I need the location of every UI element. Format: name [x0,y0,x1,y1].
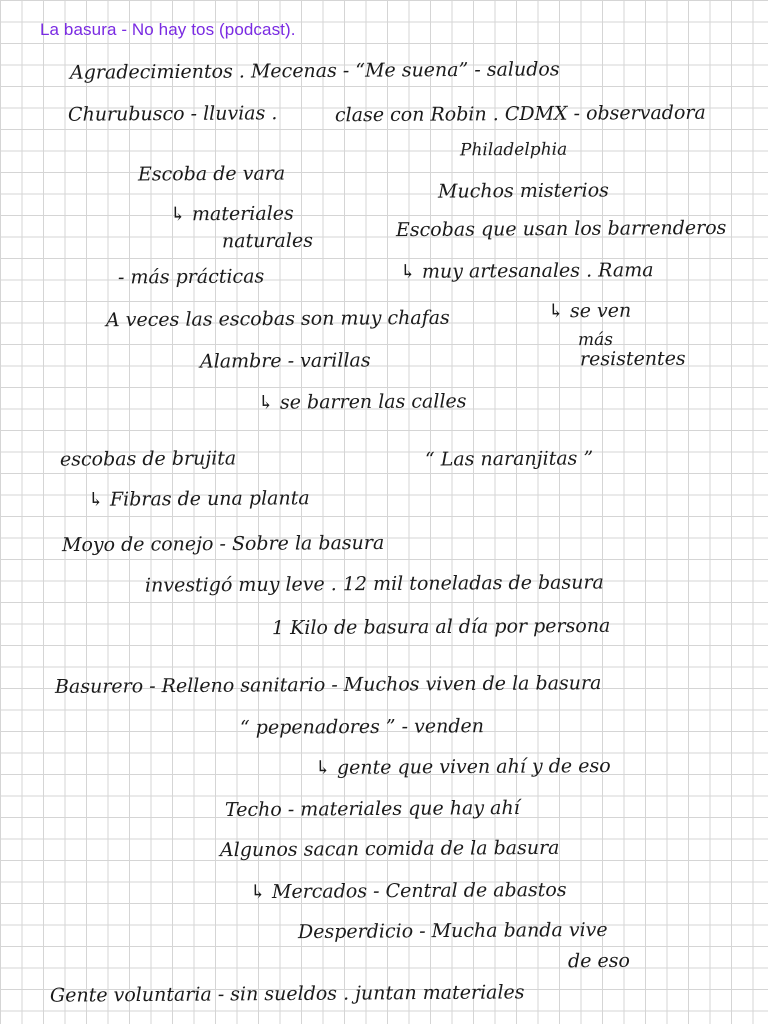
note-line: Techo - materiales que hay ahí [224,796,520,822]
note-line: Agradecimientos . Mecenas - “Me suena” - saludos [69,58,560,84]
note-line: Muchos misterios [437,179,609,203]
note-line: Basurero - Relleno sanitario - Muchos viven de la basura [54,672,602,698]
note-line: Churubusco - lluvias . [67,102,278,126]
note-line: ↳ se ven [547,299,632,323]
note-line: Algunos sacan comida de la basura [219,836,560,862]
note-line: - más prácticas [117,265,265,289]
note-line: investigó muy leve . 12 mil toneladas de basura [144,571,604,597]
page-title: La basura - No hay tos (podcast). [40,20,296,39]
note-line: Moyo de conejo - Sobre la basura [61,531,385,557]
note-line: ↳ Fibras de una planta [87,487,310,511]
note-line: ↳ se barren las calles [257,390,467,414]
note-line: Alambre - varillas [199,349,371,373]
note-line: resistentes [579,347,686,371]
note-line: ↳ Mercados - Central de abastos [249,878,567,904]
note-line: Gente voluntaria - sin sueldos . juntan materiales [49,981,525,1007]
note-line: Escobas que usan los barrenderos [395,216,727,242]
note-line: Philadelphia [459,139,568,161]
note-line: ↳ muy artesanales . Rama [399,259,654,283]
note-line: naturales [221,229,313,253]
note-line: ↳ gente que viven ahí y de eso [314,754,611,780]
note-line: clase con Robin . CDMX - observadora [334,101,706,127]
note-line: 1 Kilo de basura al día por persona [271,614,611,640]
note-line: de eso [567,949,630,973]
note-line: escobas de brujita [59,447,237,471]
note-line: Escoba de vara [137,162,286,186]
note-line: más [577,329,614,351]
note-line: A veces las escobas son muy chafas [105,306,450,332]
note-line: “ pepenadores ” - venden [239,715,484,739]
note-line: “ Las naranjitas ” [424,447,594,471]
note-line: Desperdicio - Mucha banda vive [297,918,608,944]
note-line: ↳ materiales [169,202,294,226]
